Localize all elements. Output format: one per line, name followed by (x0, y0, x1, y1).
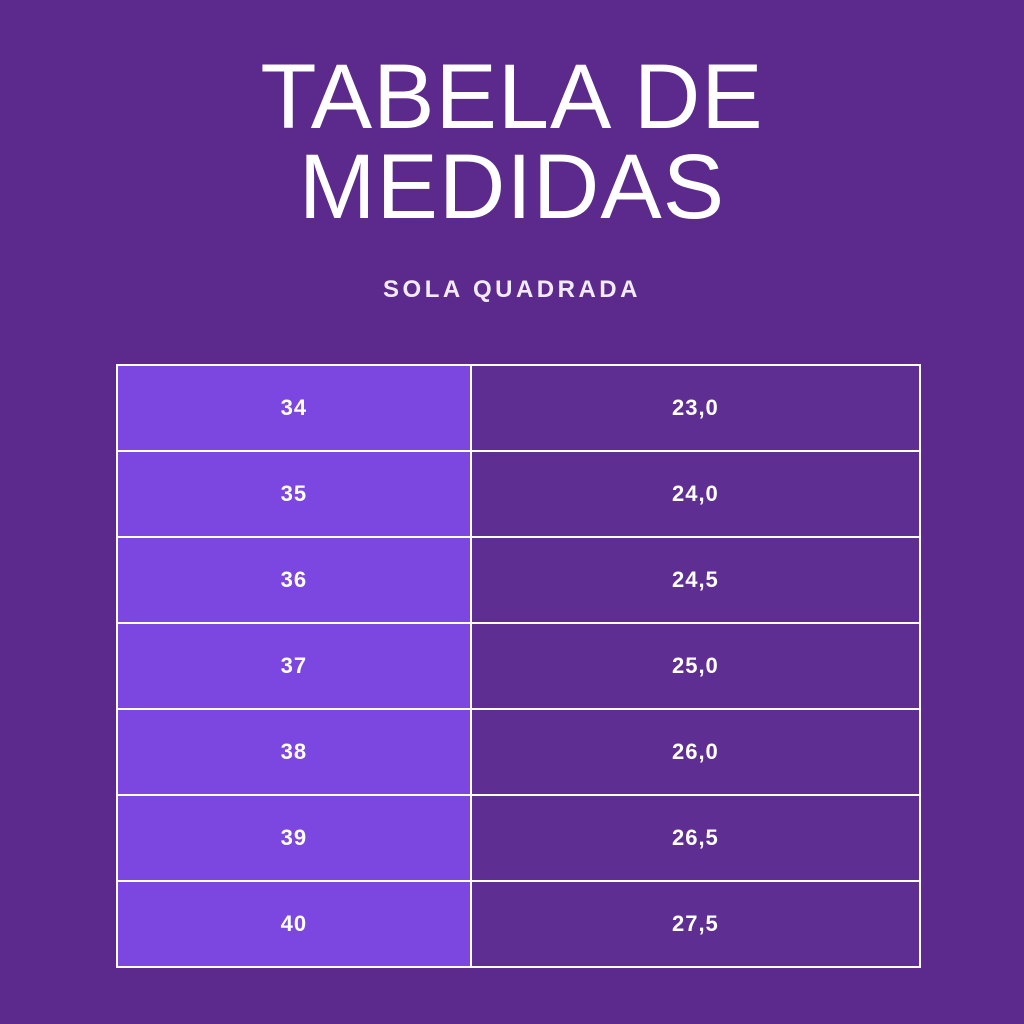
size-table-container (116, 364, 921, 968)
cell-measure: 24,0 (471, 451, 920, 537)
page-title (0, 0, 1024, 239)
cell-size: 40 (117, 881, 471, 967)
cell-measure: 26,0 (471, 709, 920, 795)
cell-measure: 23,0 (471, 365, 920, 451)
table-row (117, 881, 920, 967)
cell-measure: 27,5 (471, 881, 920, 967)
cell-size: 34 (117, 365, 471, 451)
table-row (117, 365, 920, 451)
cell-measure: 24,5 (471, 537, 920, 623)
size-table (116, 364, 921, 968)
title-line-1: TABELA DE (260, 46, 764, 148)
table-row (117, 537, 920, 623)
title-line-2: MEDIDAS (298, 136, 726, 239)
table-row (117, 709, 920, 795)
cell-size: 39 (117, 795, 471, 881)
table-row (117, 451, 920, 537)
cell-size: 35 (117, 451, 471, 537)
cell-measure: 26,5 (471, 795, 920, 881)
cell-measure: 25,0 (471, 623, 920, 709)
table-row (117, 623, 920, 709)
subtitle: SOLA QUADRADA (383, 276, 641, 304)
table-row (117, 795, 920, 881)
cell-size: 36 (117, 537, 471, 623)
cell-size: 37 (117, 623, 471, 709)
size-table-body (117, 365, 920, 967)
cell-size: 38 (117, 709, 471, 795)
